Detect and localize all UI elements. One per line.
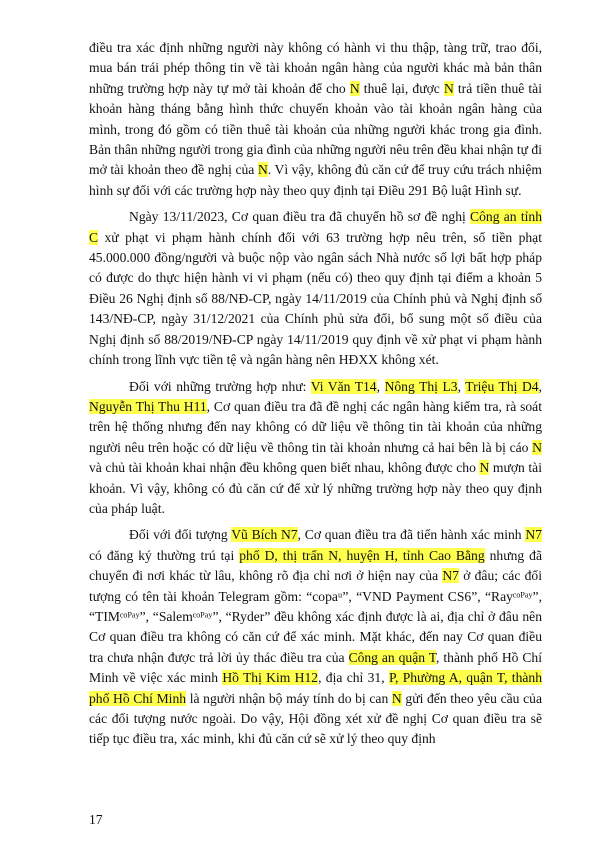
text-run: , <box>376 378 385 394</box>
highlighted-text: P, Phường A, quận T, thành phố Hồ Chí Minh <box>89 670 542 706</box>
page-number: 17 <box>89 812 103 827</box>
text-run: mượn tài khoản. Vì vậy, không có đủ căn cứ để xử lý những trường hợp này theo quy định của pháp luật. <box>89 460 542 516</box>
text-run: xử phạt vi phạm hành chính đối với 63 trường hợp nêu trên, số tiền phạt 45.000.000 đồng/người và buộc nộp vào ngân sách Nhà nước số lợi bất hợp pháp có được do thực hiện hành vi vi phạm (nếu có) theo quy định tại điểm a khoản 5 Điều 26 Nghị định số 88/NĐ-CP, ngày 14/11/2019 của Chính phủ và Nghị định số 143/NĐ-CP, ngày 31/12/2021 của Chính phủ sửa đổi, bổ sung một số điều của Nghị định số 88/2019/NĐ-CP ngày 14/11/2019 quy định về xử phạt vi phạm hành chính trong lĩnh vực tiền tệ và ngân hàng nên HĐXX không xét. <box>89 229 542 368</box>
highlighted-text: Nguyễn Thị Thu H11 <box>89 398 207 414</box>
highlighted-text: Nông Thị L3 <box>384 378 458 394</box>
text-run: . Vì vậy, không đủ căn cứ để truy cứu trách nhiệm hình sự đối với các trường hợp này theo quy định tại Điều 291 Bộ luật Hình sự. <box>89 162 542 198</box>
text-run: Đối với những trường hợp như: <box>129 378 311 394</box>
text-run: là người nhận bộ máy tính do bị can <box>186 690 392 706</box>
highlighted-text: N <box>391 690 402 706</box>
paragraph-1 <box>89 38 542 201</box>
highlighted-text: Vũ Bích N7 <box>231 527 298 543</box>
paragraph-2 <box>89 207 542 370</box>
highlighted-text: N <box>257 162 268 178</box>
text-run: , <box>457 378 466 394</box>
highlighted-text: Công an quận T <box>348 649 437 665</box>
highlighted-text: N <box>532 439 542 455</box>
highlighted-text: Triệu Thị D4 <box>465 378 539 394</box>
text-run: thuê lại, được <box>359 80 444 96</box>
text-run: có đăng ký thường trú tại <box>89 547 240 563</box>
highlighted-text: Hồ Thị Kim H12 <box>222 670 319 686</box>
highlighted-text: N7 <box>442 568 459 584</box>
text-run: Ngày 13/11/2023, Cơ quan điều tra đã chuyển hồ sơ đề nghị <box>129 209 471 225</box>
text-run: gửi đến theo yêu cầu của các đối tượng nước ngoài. Do vậy, Hội đồng xét xử đề nghị Cơ quan điều tra sẽ tiếp tục điều tra, xác minh, khi đủ căn cứ sẽ xử lý theo quy định <box>89 690 542 747</box>
text-run: ở đâu; các đối tượng có tên tài khoản Telegram gồm: “copaᵘ”, “VND Payment CS6”, “Rayᶜᵒᴾᵃʸ”, “TIMᶜᵒᴾᵃʸ”, “Salemᶜᵒᴾᵃʸ”, “Ryder” đều không xác định được là ai, địa chỉ ở đâu nên Cơ quan điều tra không có căn cứ để xác minh. Mặt khác, đến nay Cơ quan điều tra chưa nhận được trả lời ủy thác điều tra của <box>89 568 542 665</box>
text-run: Đối với đối tượng <box>129 527 232 543</box>
text-run: và chủ tài khoản khai nhận đều không quen biết nhau, không được cho <box>89 460 480 476</box>
text-run: , thành phố Hồ Chí Minh về việc xác minh <box>89 649 542 686</box>
text-run: , địa chỉ 31, <box>318 670 389 686</box>
highlighted-text: Vi Văn T14 <box>310 378 377 394</box>
paragraph-3 <box>89 377 542 520</box>
highlighted-text: Công an tỉnh C <box>89 209 542 245</box>
text-run: , Cơ quan điều tra đã đề nghị các ngân hàng kiểm tra, rà soát trên hệ thống nhưng đến nay không có dữ liệu về thông tin tài khoản của những người nêu trên hoặc có dữ liệu về thông tin tài khoản nhưng cả hai bên là bị cáo <box>89 398 542 455</box>
highlighted-text: phố D, thị trấn N, huyện H, tỉnh Cao Bằng <box>239 547 485 563</box>
highlighted-text: N <box>443 80 454 96</box>
text-run: trả tiền thuê tài khoản hàng tháng bằng hình thức chuyển khoản vào tài khoản ngân hàng của mình, trong đó gồm có tiền thuê tài khoản của những người khác trong gia đình. Bản thân những người trong gia đình của những người nêu trên đều khai nhận tự đi mở tài khoản theo đề nghị của <box>89 80 542 178</box>
highlighted-text: N <box>349 80 360 96</box>
highlighted-text: N7 <box>525 527 542 543</box>
paragraph-4 <box>89 525 542 749</box>
text-run: , Cơ quan điều tra đã tiến hành xác minh <box>297 527 526 543</box>
highlighted-text: N <box>479 460 490 476</box>
text-run: điều tra xác định những người này không có hành vi thu thập, tàng trữ, trao đổi, mua bán trái phép thông tin về tài khoản ngân hàng của người khác mà bản thân những trường hợp này tự mở tài khoản để cho <box>89 40 542 96</box>
text-run: , <box>538 378 542 394</box>
text-run: nhưng đã chuyển đi nơi khác từ lâu, không rõ địa chỉ nơi ở hiện nay của <box>89 547 542 584</box>
body-text <box>89 38 542 756</box>
